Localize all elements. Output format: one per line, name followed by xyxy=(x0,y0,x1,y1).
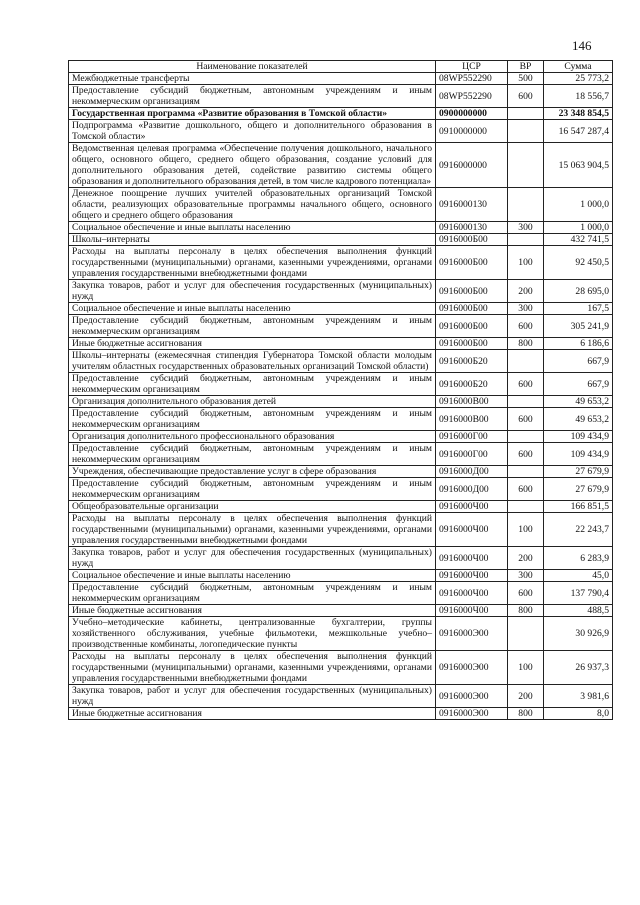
cell-sum: 167,5 xyxy=(544,303,613,315)
table-row xyxy=(69,303,613,315)
cell-csr: 0916000Ч00 xyxy=(436,547,508,570)
table-row xyxy=(69,466,613,478)
table-row xyxy=(69,373,613,396)
cell-sum: 15 063 904,5 xyxy=(544,143,613,188)
cell-csr: 0916000000 xyxy=(436,143,508,188)
page-number: 146 xyxy=(572,38,592,53)
cell-sum: 6 186,6 xyxy=(544,338,613,350)
cell-sum: 27 679,9 xyxy=(544,466,613,478)
cell-csr: 0916000Э00 xyxy=(436,651,508,685)
cell-name: Школы–интернаты xyxy=(69,234,436,246)
cell-sum: 667,9 xyxy=(544,373,613,396)
table-row xyxy=(69,108,613,120)
table-row xyxy=(69,234,613,246)
cell-csr: 0916000Ч00 xyxy=(436,501,508,513)
cell-sum: 3 981,6 xyxy=(544,685,613,708)
cell-sum: 28 695,0 xyxy=(544,280,613,303)
cell-vr: 500 xyxy=(508,73,544,85)
cell-csr: 0916000Б00 xyxy=(436,280,508,303)
cell-vr xyxy=(508,143,544,188)
cell-vr: 100 xyxy=(508,513,544,547)
cell-vr: 200 xyxy=(508,685,544,708)
budget-table xyxy=(68,60,613,720)
cell-vr xyxy=(508,120,544,143)
cell-csr: 08WP552290 xyxy=(436,85,508,108)
table-row xyxy=(69,350,613,373)
cell-csr: 0916000Ч00 xyxy=(436,582,508,605)
cell-csr: 0916000Ч00 xyxy=(436,605,508,617)
cell-vr: 800 xyxy=(508,708,544,720)
cell-sum: 432 741,5 xyxy=(544,234,613,246)
table-row xyxy=(69,478,613,501)
cell-csr: 0910000000 xyxy=(436,120,508,143)
cell-sum: 166 851,5 xyxy=(544,501,613,513)
table-row xyxy=(69,685,613,708)
table-row xyxy=(69,120,613,143)
cell-vr xyxy=(508,501,544,513)
cell-vr: 100 xyxy=(508,246,544,280)
cell-csr: 0916000Д00 xyxy=(436,478,508,501)
cell-csr: 0916000Э00 xyxy=(436,708,508,720)
cell-vr xyxy=(508,108,544,120)
cell-name: Предоставление субсидий бюджетным, автономным учреждениям и иным некоммерческим организациям xyxy=(69,408,436,431)
cell-vr: 600 xyxy=(508,478,544,501)
table-row xyxy=(69,315,613,338)
table-row xyxy=(69,73,613,85)
cell-csr: 0916000Э00 xyxy=(436,617,508,651)
cell-vr xyxy=(508,466,544,478)
cell-csr: 0916000Д00 xyxy=(436,466,508,478)
cell-name: Ведомственная целевая программа «Обеспечение получения дошкольного, начального общего, основного общего, среднего общего образования, создание условий для дополнительного образования детей, содействие развитию системы общего образования и дополнительного образования детей, в том числе кадрового потенциала» xyxy=(69,143,436,188)
header-vr: ВР xyxy=(508,61,544,73)
cell-sum: 25 773,2 xyxy=(544,73,613,85)
cell-sum: 49 653,2 xyxy=(544,396,613,408)
cell-sum: 27 679,9 xyxy=(544,478,613,501)
cell-name: Предоставление субсидий бюджетным, автономным учреждениям и иным некоммерческим организациям xyxy=(69,85,436,108)
cell-csr: 0916000130 xyxy=(436,222,508,234)
cell-name: Предоставление субсидий бюджетным, автономным учреждениям и иным некоммерческим организациям xyxy=(69,478,436,501)
cell-name: Предоставление субсидий бюджетным, автономным учреждениям и иным некоммерческим организациям xyxy=(69,315,436,338)
cell-name: Предоставление субсидий бюджетным, автономным учреждениям и иным некоммерческим организациям xyxy=(69,582,436,605)
cell-csr: 0916000Б00 xyxy=(436,338,508,350)
header-csr: ЦСР xyxy=(436,61,508,73)
cell-sum: 305 241,9 xyxy=(544,315,613,338)
cell-vr: 800 xyxy=(508,338,544,350)
table-row xyxy=(69,408,613,431)
cell-name: Расходы на выплаты персоналу в целях обеспечения выполнения функций государственными (муниципальными) органами, казенными учреждениями, органами управления государственными внебюджетными фондами xyxy=(69,246,436,280)
cell-csr: 0916000Б00 xyxy=(436,315,508,338)
cell-name: Социальное обеспечение и иные выплаты населению xyxy=(69,222,436,234)
cell-name: Предоставление субсидий бюджетным, автономным учреждениям и иным некоммерческим организациям xyxy=(69,373,436,396)
cell-name: Организация дополнительного профессионального образования xyxy=(69,431,436,443)
cell-vr: 200 xyxy=(508,280,544,303)
cell-csr: 0916000В00 xyxy=(436,408,508,431)
cell-sum: 26 937,3 xyxy=(544,651,613,685)
cell-csr: 0916000Б00 xyxy=(436,246,508,280)
table-row xyxy=(69,582,613,605)
cell-name: Закупка товаров, работ и услуг для обеспечения государственных (муниципальных) нужд xyxy=(69,685,436,708)
cell-name: Организация дополнительного образования детей xyxy=(69,396,436,408)
cell-name: Расходы на выплаты персоналу в целях обеспечения выполнения функций государственными (муниципальными) органами, казенными учреждениями, органами управления государственными внебюджетными фондами xyxy=(69,651,436,685)
cell-name: Социальное обеспечение и иные выплаты населению xyxy=(69,303,436,315)
table-row xyxy=(69,143,613,188)
cell-name: Иные бюджетные ассигнования xyxy=(69,708,436,720)
cell-sum: 92 450,5 xyxy=(544,246,613,280)
table-row xyxy=(69,246,613,280)
table-row xyxy=(69,338,613,350)
cell-sum: 30 926,9 xyxy=(544,617,613,651)
cell-name: Закупка товаров, работ и услуг для обеспечения государственных (муниципальных) нужд xyxy=(69,280,436,303)
cell-sum: 109 434,9 xyxy=(544,431,613,443)
header-name: Наименование показателей xyxy=(69,61,436,73)
cell-name: Межбюджетные трансферты xyxy=(69,73,436,85)
cell-csr: 0916000Б20 xyxy=(436,350,508,373)
table-row xyxy=(69,501,613,513)
cell-csr: 0916000В00 xyxy=(436,396,508,408)
table-row xyxy=(69,443,613,466)
table-row xyxy=(69,280,613,303)
table-row xyxy=(69,431,613,443)
cell-sum: 109 434,9 xyxy=(544,443,613,466)
header-sum: Сумма xyxy=(544,61,613,73)
table-row xyxy=(69,188,613,222)
table-row xyxy=(69,617,613,651)
cell-vr: 800 xyxy=(508,605,544,617)
cell-sum: 1 000,0 xyxy=(544,222,613,234)
cell-vr: 600 xyxy=(508,582,544,605)
cell-vr xyxy=(508,431,544,443)
cell-vr: 600 xyxy=(508,443,544,466)
table-row xyxy=(69,605,613,617)
cell-sum: 18 556,7 xyxy=(544,85,613,108)
table-row xyxy=(69,222,613,234)
cell-vr: 600 xyxy=(508,408,544,431)
cell-csr: 08WP552290 xyxy=(436,73,508,85)
table-row xyxy=(69,85,613,108)
cell-name: Общеобразовательные организации xyxy=(69,501,436,513)
cell-vr xyxy=(508,396,544,408)
cell-sum: 137 790,4 xyxy=(544,582,613,605)
table-row xyxy=(69,396,613,408)
table-row xyxy=(69,651,613,685)
cell-vr: 600 xyxy=(508,373,544,396)
cell-vr: 200 xyxy=(508,547,544,570)
cell-name: Социальное обеспечение и иные выплаты населению xyxy=(69,570,436,582)
cell-name: Учебно–методические кабинеты, централизованные бухгалтерии, группы хозяйственного обслуживания, учебные фильмотеки, межшкольные учебно–производственные комбинаты, логопедические пункты xyxy=(69,617,436,651)
cell-name: Денежное поощрение лучших учителей образовательных организаций Томской области, реализующих образовательные программы начального общего, основного общего и среднего общего образования xyxy=(69,188,436,222)
table-row xyxy=(69,570,613,582)
table-row xyxy=(69,513,613,547)
cell-sum: 16 547 287,4 xyxy=(544,120,613,143)
cell-csr: 0916000130 xyxy=(436,188,508,222)
cell-sum: 667,9 xyxy=(544,350,613,373)
cell-csr: 0916000Ч00 xyxy=(436,570,508,582)
cell-csr: 0916000Б20 xyxy=(436,373,508,396)
cell-sum: 22 243,7 xyxy=(544,513,613,547)
cell-vr: 600 xyxy=(508,315,544,338)
cell-sum: 23 348 854,5 xyxy=(544,108,613,120)
cell-vr: 300 xyxy=(508,570,544,582)
cell-vr: 600 xyxy=(508,85,544,108)
cell-sum: 8,0 xyxy=(544,708,613,720)
cell-vr xyxy=(508,617,544,651)
cell-sum: 49 653,2 xyxy=(544,408,613,431)
cell-csr: 0916000Б00 xyxy=(436,234,508,246)
table-header-row xyxy=(69,61,613,73)
cell-name: Расходы на выплаты персоналу в целях обеспечения выполнения функций государственными (муниципальными) органами, казенными учреждениями, органами управления государственными внебюджетными фондами xyxy=(69,513,436,547)
cell-name: Государственная программа «Развитие образования в Томской области» xyxy=(69,108,436,120)
cell-vr: 300 xyxy=(508,303,544,315)
cell-vr: 300 xyxy=(508,222,544,234)
cell-sum: 6 283,9 xyxy=(544,547,613,570)
cell-csr: 0916000Ч00 xyxy=(436,513,508,547)
cell-vr xyxy=(508,350,544,373)
cell-name: Предоставление субсидий бюджетным, автономным учреждениям и иным некоммерческим организациям xyxy=(69,443,436,466)
cell-vr xyxy=(508,234,544,246)
cell-name: Иные бюджетные ассигнования xyxy=(69,338,436,350)
table-body xyxy=(69,73,613,720)
table-row xyxy=(69,547,613,570)
cell-sum: 45,0 xyxy=(544,570,613,582)
cell-csr: 0916000Э00 xyxy=(436,685,508,708)
cell-name: Закупка товаров, работ и услуг для обеспечения государственных (муниципальных) нужд xyxy=(69,547,436,570)
cell-name: Иные бюджетные ассигнования xyxy=(69,605,436,617)
table-row xyxy=(69,708,613,720)
cell-csr: 0916000Б00 xyxy=(436,303,508,315)
cell-csr: 0916000Г00 xyxy=(436,443,508,466)
cell-vr: 100 xyxy=(508,651,544,685)
cell-csr: 0916000Г00 xyxy=(436,431,508,443)
cell-name: Школы–интернаты (ежемесячная стипендия Губернатора Томской области молодым учителям областных государственных образовательных организаций Томской области) xyxy=(69,350,436,373)
cell-sum: 1 000,0 xyxy=(544,188,613,222)
cell-vr xyxy=(508,188,544,222)
cell-csr: 0900000000 xyxy=(436,108,508,120)
cell-sum: 488,5 xyxy=(544,605,613,617)
cell-name: Подпрограмма «Развитие дошкольного, общего и дополнительного образования в Томской области» xyxy=(69,120,436,143)
cell-name: Учреждения, обеспечивающие предоставление услуг в сфере образования xyxy=(69,466,436,478)
